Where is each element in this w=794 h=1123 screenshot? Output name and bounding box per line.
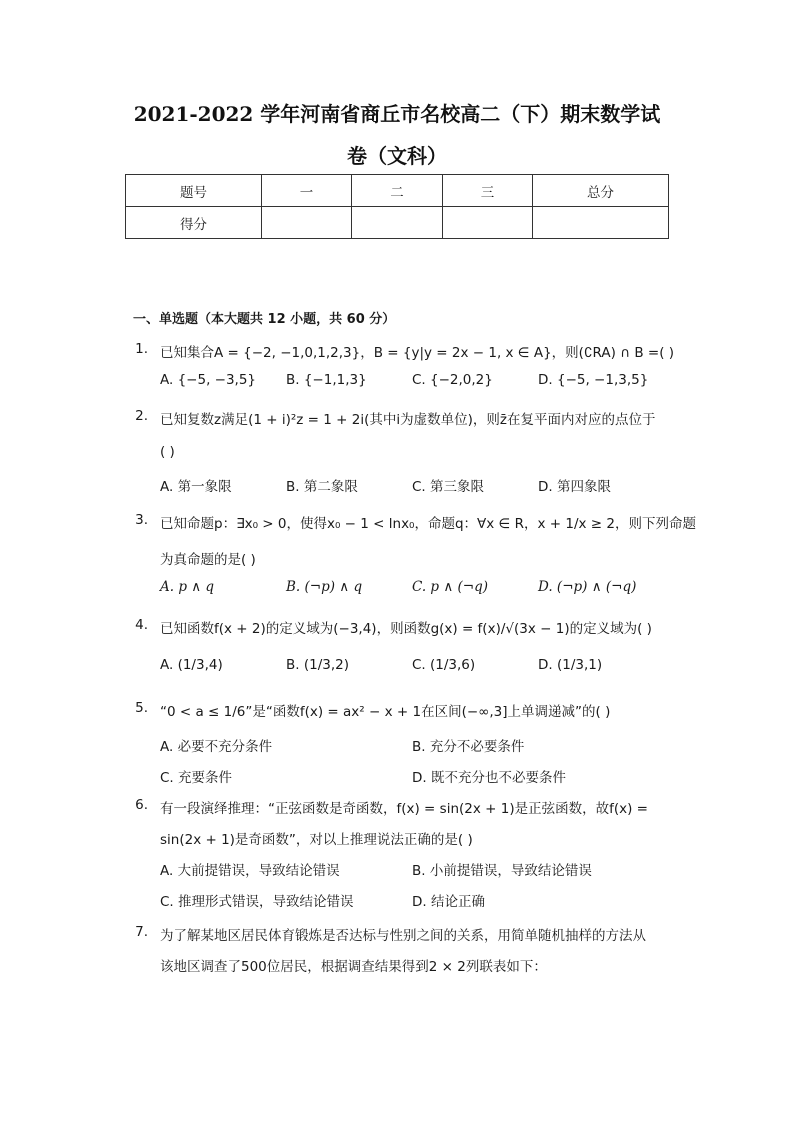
question-1-text: 已知集合A = {−2, −1,0,1,2,3}，B = {y|y = 2x − 1, x ∈ A}，则(∁RA) ∩ B =( ) [160, 345, 675, 361]
option-d[interactable]: D. 既不充分也不必要条件 [412, 770, 566, 786]
score-cell[interactable] [352, 207, 443, 239]
option-c[interactable]: C. p ∧ (¬q) [412, 579, 489, 595]
option-b[interactable]: B. 充分不必要条件 [412, 739, 525, 755]
option-a[interactable]: A. p ∧ q [160, 579, 215, 595]
option-a[interactable]: A. 第一象限 [160, 479, 232, 495]
score-table-header: 一 [262, 175, 352, 207]
option-a[interactable]: A. 必要不充分条件 [160, 739, 273, 755]
question-number: 5. [135, 700, 148, 716]
score-table-header: 二 [352, 175, 443, 207]
score-table-header-row [126, 175, 669, 207]
question-number: 1. [135, 341, 148, 357]
option-d[interactable]: D. (¬p) ∧ (¬q) [538, 579, 637, 595]
question-number: 7. [135, 924, 148, 940]
section-heading: 一、单选题（本大题共 12 小题，共 60 分） [133, 312, 396, 327]
score-table-header: 总分 [533, 175, 669, 207]
option-b[interactable]: B. 小前提错误，导致结论错误 [412, 863, 592, 879]
question-2-text-line1: 已知复数z满足(1 + i)²z = 1 + 2i(其中i为虚数单位)，则z̄在复平面内对应的点位于 [160, 412, 656, 428]
score-table-score-row [126, 207, 669, 239]
option-b[interactable]: B. (1/3,2) [286, 657, 349, 673]
question-6-text-line2: sin(2x + 1)是奇函数”，对以上推理说法正确的是( ) [160, 832, 473, 848]
option-c[interactable]: C. 充要条件 [160, 770, 233, 786]
option-c[interactable]: C. 第三象限 [412, 479, 485, 495]
question-3-text-line2: 为真命题的是( ) [160, 552, 256, 568]
option-d[interactable]: D. {−5, −1,3,5} [538, 372, 649, 388]
score-cell[interactable] [533, 207, 669, 239]
question-2-text-line2: ( ) [160, 444, 175, 460]
question-5-text: “0 < a ≤ 1/6”是“函数f(x) = ax² − x + 1在区间(−∞,3]上单调递减”的( ) [160, 704, 611, 720]
option-b[interactable]: B. 第二象限 [286, 479, 358, 495]
option-b[interactable]: B. (¬p) ∧ q [286, 579, 363, 595]
option-a[interactable]: A. 大前提错误，导致结论错误 [160, 863, 340, 879]
option-b[interactable]: B. {−1,1,3} [286, 372, 367, 388]
question-number: 6. [135, 797, 148, 813]
exam-title-line1: 2021-2022 学年河南省商丘市名校高二（下）期末数学试 [133, 102, 661, 126]
option-d[interactable]: D. (1/3,1) [538, 657, 603, 673]
option-a[interactable]: A. (1/3,4) [160, 657, 223, 673]
score-cell[interactable] [262, 207, 352, 239]
question-number: 2. [135, 408, 148, 424]
question-number: 3. [135, 512, 148, 528]
question-6-text-line1: 有一段演绎推理：“正弦函数是奇函数，f(x) = sin(2x + 1)是正弦函数，故f(x) = [160, 801, 648, 817]
question-text [160, 341, 674, 361]
option-d[interactable]: D. 第四象限 [538, 479, 611, 495]
option-c[interactable]: C. 推理形式错误，导致结论错误 [160, 894, 354, 910]
question-3-text-line1: 已知命题p：∃x₀ > 0，使得x₀ − 1 < lnx₀，命题q：∀x ∈ R，x + 1/x ≥ 2，则下列命题 [160, 516, 696, 532]
option-c[interactable]: C. (1/3,6) [412, 657, 476, 673]
question-7-text-line1: 为了解某地区居民体育锻炼是否达标与性别之间的关系，用简单随机抽样的方法从 [160, 928, 646, 944]
question-4-text: 已知函数f(x + 2)的定义域为(−3,4)，则函数g(x) = f(x)/√(3x − 1)的定义域为( ) [160, 621, 652, 637]
option-c[interactable]: C. {−2,0,2} [412, 372, 493, 388]
score-table-header: 三 [443, 175, 533, 207]
option-a[interactable]: A. {−5, −3,5} [160, 372, 257, 388]
score-row-label: 得分 [126, 207, 262, 239]
question-7-text-line2: 该地区调查了500位居民，根据调查结果得到2 × 2列联表如下： [160, 959, 547, 975]
option-d[interactable]: D. 结论正确 [412, 894, 485, 910]
score-table [125, 174, 669, 239]
question-number: 4. [135, 617, 148, 633]
score-table-header: 题号 [126, 175, 262, 207]
score-cell[interactable] [443, 207, 533, 239]
exam-title-line2: 卷（文科） [347, 144, 447, 168]
